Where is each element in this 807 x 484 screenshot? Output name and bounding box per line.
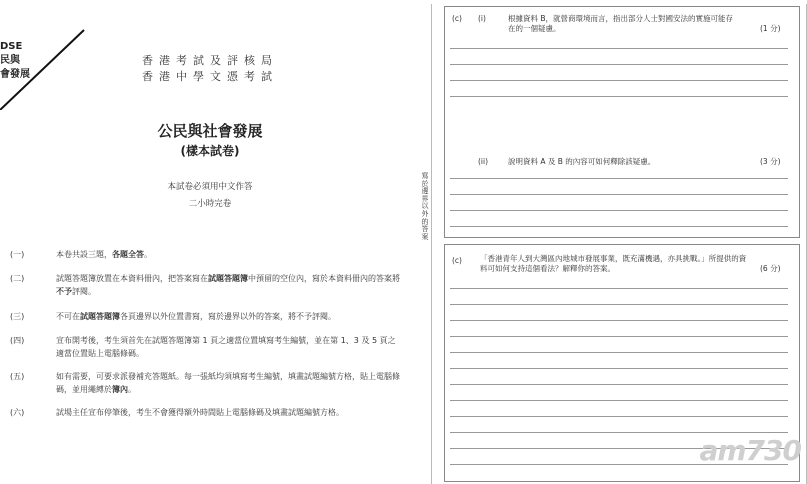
answer-line bbox=[450, 226, 788, 227]
instruction-5 bbox=[10, 370, 410, 398]
question-text: 根據資料 B，就營商環境而言，指出部分人士對國安法的實施可能存在的一個疑慮。 bbox=[508, 14, 734, 33]
answer-line bbox=[450, 336, 788, 337]
instruction-number: (三) bbox=[10, 312, 25, 321]
instruction-6 bbox=[10, 406, 410, 420]
duration-note: 二小時完卷 bbox=[188, 199, 232, 209]
exam-name: 香港中學文憑考試 bbox=[142, 70, 278, 83]
instruction-text: 宣布開考後，考生須首先在試題答題簿第 1 頁之適當位置填寫考生編號，並在第 1、3 及 5 頁之適當位置貼上電腦條碼。 bbox=[56, 336, 396, 358]
answer-line bbox=[450, 384, 788, 385]
instruction-text-after: 。 bbox=[128, 385, 136, 394]
instruction-bold: 試題答題簿 bbox=[80, 312, 120, 321]
instruction-text: 如有需要，可要求派發補充答題紙。每一張紙均須填寫考生編號，填畫試題編號方格，貼上電腦條碼，並用繩縛於 bbox=[56, 372, 400, 394]
question-text: 說明資料 A 及 B 的內容可如何釋除該疑慮。 bbox=[508, 157, 656, 166]
corner-line-2: 民與 bbox=[0, 55, 20, 66]
answer-line bbox=[450, 210, 788, 211]
question-sub-label: (i) bbox=[478, 14, 486, 23]
corner-line-3: 會發展 bbox=[0, 69, 30, 80]
answer-line bbox=[450, 288, 788, 289]
instruction-bold: 各題全答 bbox=[112, 250, 144, 259]
question-sub-label: (ii) bbox=[478, 157, 489, 166]
instruction-text: 試場主任宣布停筆後，考生不會獲得額外時間貼上電腦條碼及填畫試題編號方格。 bbox=[56, 408, 344, 417]
instruction-number: (四) bbox=[10, 336, 25, 345]
answer-line bbox=[450, 352, 788, 353]
instruction-text: 本卷共設三題， bbox=[56, 250, 112, 259]
answer-line bbox=[450, 48, 788, 49]
instruction-text: 試題答題簿放置在本資料冊內，把答案寫在 bbox=[56, 274, 208, 283]
margin-warning-vertical: 寫於邊界以外的答案 bbox=[421, 172, 429, 241]
answer-line bbox=[450, 400, 788, 401]
question-marks: (6 分) bbox=[760, 264, 781, 273]
answer-line bbox=[450, 178, 788, 179]
page-subtitle: (樣本試卷) bbox=[180, 144, 240, 158]
instruction-number: (五) bbox=[10, 372, 25, 381]
answer-line bbox=[450, 64, 788, 65]
answer-line bbox=[450, 304, 788, 305]
question-marks: (1 分) bbox=[760, 24, 781, 33]
question-marks: (3 分) bbox=[760, 157, 781, 166]
instruction-2 bbox=[10, 272, 410, 300]
org-name: 香港考試及評核局 bbox=[142, 54, 278, 67]
answer-box-1 bbox=[444, 6, 800, 238]
instruction-4 bbox=[10, 334, 410, 362]
answer-line bbox=[450, 96, 788, 97]
answer-line bbox=[450, 80, 788, 81]
instruction-bold: 簿內 bbox=[112, 385, 128, 394]
instruction-text: 不可在 bbox=[56, 312, 80, 321]
instruction-1 bbox=[10, 248, 410, 262]
instruction-text-after-2: 評閱。 bbox=[72, 287, 96, 296]
question-label: (c) bbox=[452, 256, 462, 265]
instruction-bold: 試題答題簿 bbox=[208, 274, 248, 283]
instruction-text-after: 中預留的空位內，寫於本資料冊內的答案將 bbox=[248, 274, 400, 283]
instruction-number: (六) bbox=[10, 408, 25, 417]
instruction-text-after: 。 bbox=[144, 250, 152, 259]
language-note: 本試卷必須用中文作答 bbox=[167, 182, 253, 192]
question-label: (c) bbox=[452, 14, 462, 23]
instruction-3 bbox=[10, 310, 410, 324]
question-text: 「香港青年人到大灣區內地城市發展事業，既充滿機遇，亦具挑戰。」所提供的資料可如何支持這個看法？解釋你的答案。 bbox=[480, 254, 747, 273]
instruction-number: (一) bbox=[10, 250, 25, 259]
answer-line bbox=[450, 320, 788, 321]
answer-line bbox=[450, 432, 788, 433]
answer-line bbox=[450, 194, 788, 195]
corner-line-1: DSE bbox=[0, 41, 23, 52]
instruction-text-after: 各頁邊界以外位置書寫，寫於邊界以外的答案，將不予評閱。 bbox=[120, 312, 336, 321]
watermark-logo: am730 bbox=[699, 434, 801, 467]
instruction-bold-2: 不予 bbox=[56, 287, 72, 296]
page-title: 公民與社會發展 bbox=[157, 122, 263, 140]
answer-line bbox=[450, 368, 788, 369]
answer-line bbox=[450, 416, 788, 417]
instruction-number: (二) bbox=[10, 274, 25, 283]
